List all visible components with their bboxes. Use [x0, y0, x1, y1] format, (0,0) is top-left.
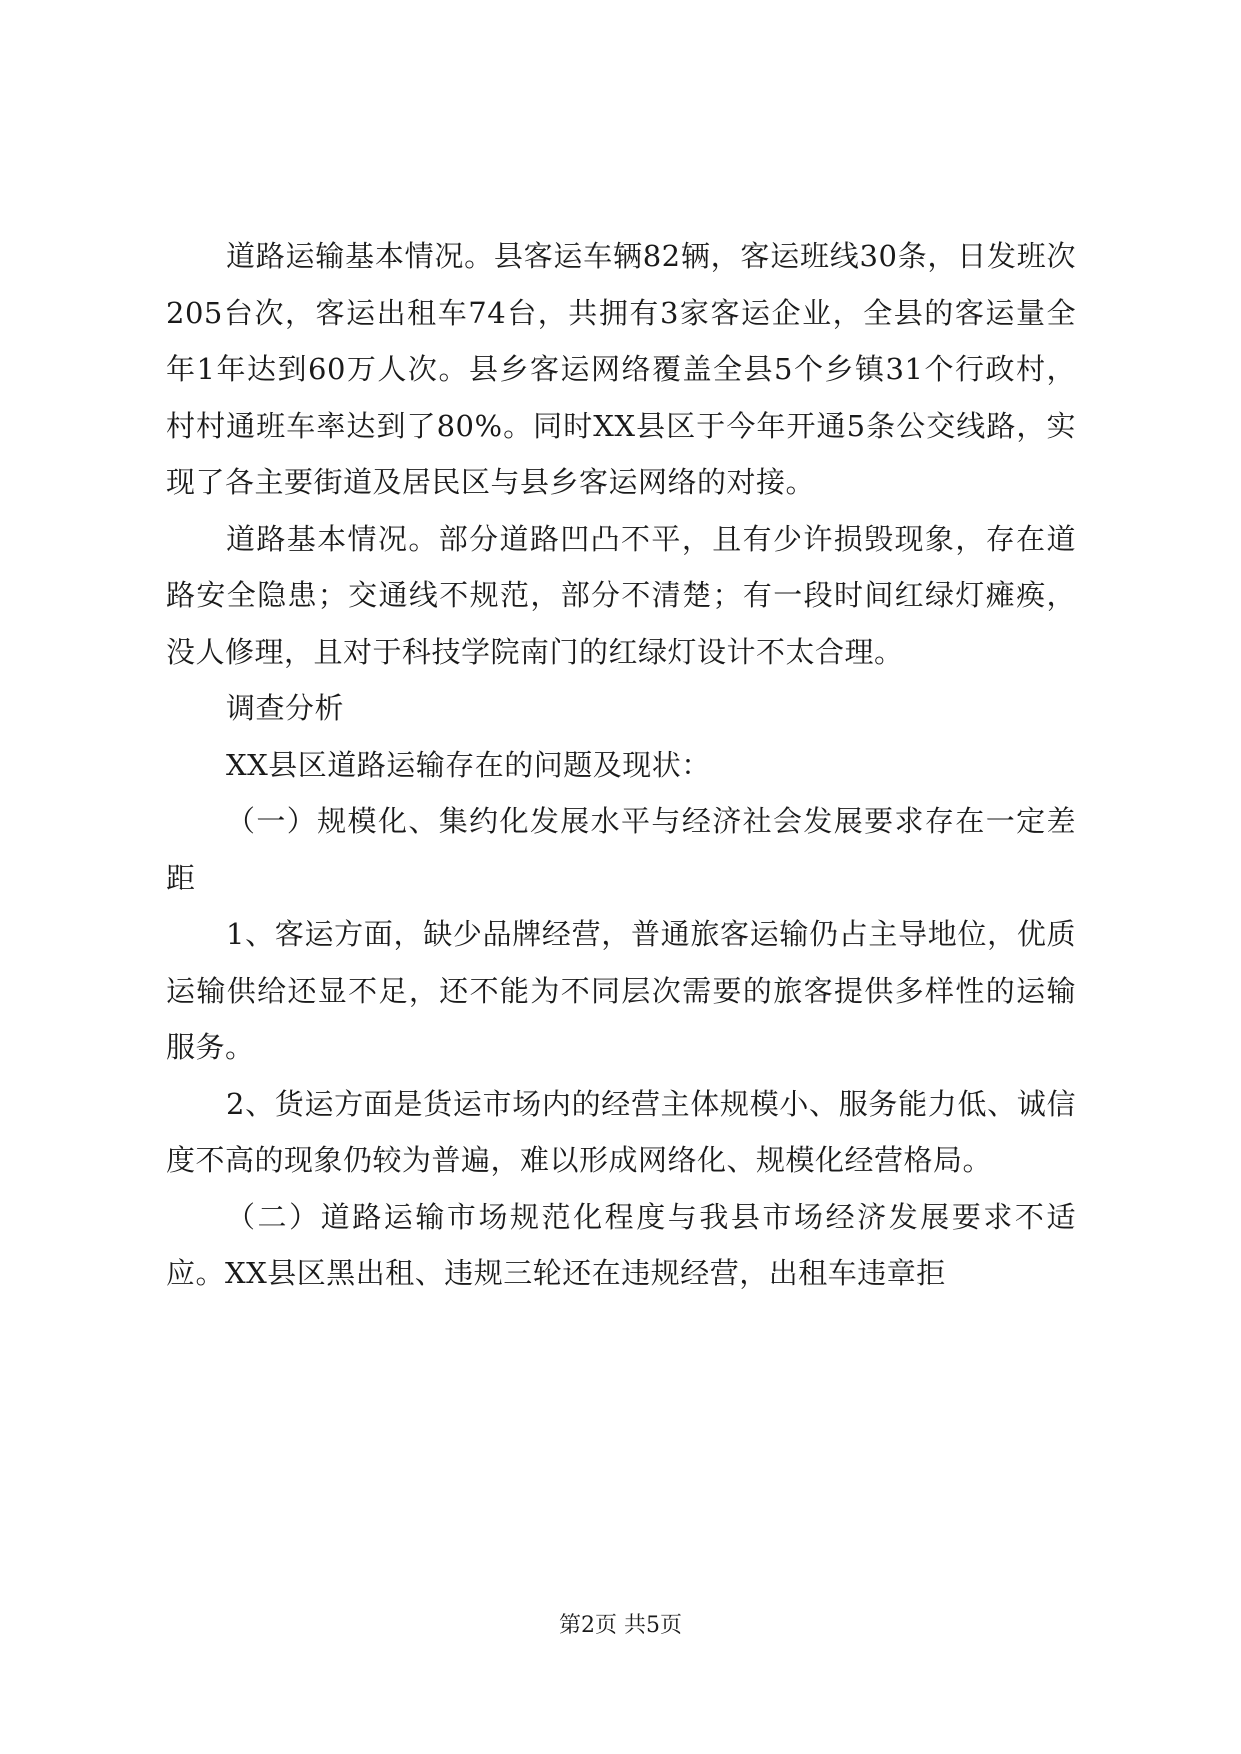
paragraph-road-overview: 道路基本情况。部分道路凹凸不平，且有少许损毁现象，存在道路安全隐患；交通线不规范，部分不清楚；有一段时间红绿灯瘫痪，没人修理，且对于科技学院南门的红绿灯设计不太合理。 — [166, 521, 1076, 669]
paragraph-freight-transport: 2、货运方面是货运市场内的经营主体规模小、服务能力低、诚信度不高的现象仍较为普遍，难以形成网络化、规模化经营格局。 — [166, 1086, 1076, 1177]
paragraph-passenger-transport: 1、客运方面，缺少品牌经营，普通旅客运输仍占主导地位，优质运输供给还显不足，还不能为不同层次需要的旅客提供多样性的运输服务。 — [166, 917, 1076, 1064]
paragraph-problems-intro: XX县区道路运输存在的问题及现状： — [226, 747, 711, 782]
paragraph-transport-overview: 道路运输基本情况。县客运车辆82辆，客运班线30条，日发班次205台次，客运出租车74台，共拥有3家客运企业，全县的客运量全年1年达到60万人次。县乡客运网络覆盖全县5个乡镇31个行政村，村村通班车率达到了80%。同时XX县区于今年开通5条公交线路，实现了各主要街道及居民区与县乡客运网络的对接。 — [166, 239, 1076, 499]
document-body — [166, 228, 1076, 1302]
page-footer: 第2页 共5页 — [559, 1613, 682, 1638]
section-heading-analysis: 调查分析 — [226, 691, 345, 725]
subheading-scale-gap: （一）规模化、集约化发展水平与经济社会发展要求存在一定差距 — [166, 804, 1076, 895]
subheading-market-regulation: （二）道路运输市场规范化程度与我县市场经济发展要求不适应。XX县区黑出租、违规三轮还在违规经营，出租车违章拒 — [166, 1199, 1076, 1290]
